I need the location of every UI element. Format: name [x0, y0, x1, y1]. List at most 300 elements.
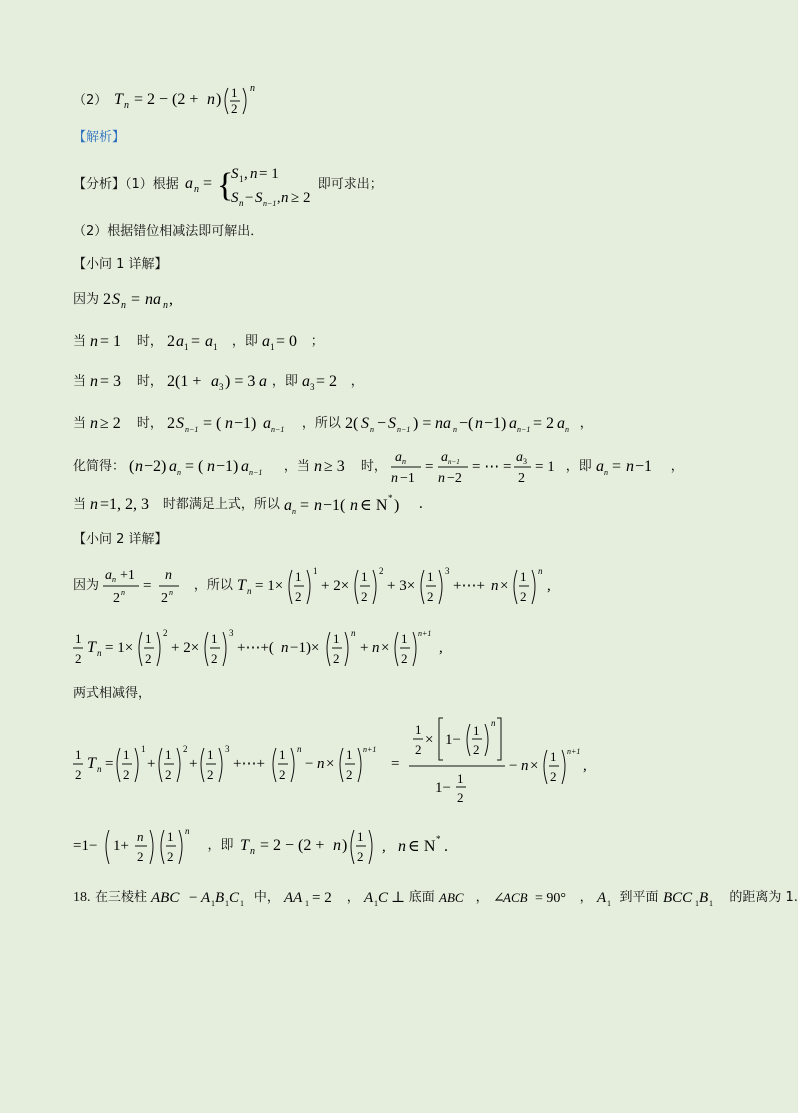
formula-a1 [597, 886, 615, 908]
svg-text:= 2: = 2 [316, 373, 338, 390]
svg-text:−1): −1) [216, 458, 239, 475]
formula-result [73, 822, 203, 868]
svg-text:+ 2×: + 2× [171, 640, 200, 656]
svg-text:A: A [597, 890, 607, 906]
svg-text:S: S [231, 190, 239, 206]
svg-text:n+1: n+1 [418, 629, 432, 638]
svg-text:×: × [326, 756, 335, 772]
answer-2 [73, 82, 272, 118]
svg-text:=: = [425, 459, 434, 475]
formula-an [596, 455, 666, 477]
svg-text:=1, 2, 3: =1, 2, 3 [100, 496, 150, 513]
formula-n3 [90, 370, 132, 392]
svg-text:+ 3×: + 3× [387, 578, 416, 594]
svg-text:S: S [255, 190, 263, 206]
svg-text:n−1: n−1 [185, 425, 199, 434]
formula-2sn1 [167, 412, 297, 434]
svg-text:C: C [229, 890, 240, 906]
formula-tn-sum [237, 562, 557, 608]
svg-text:n−1: n−1 [249, 468, 263, 477]
svg-text:1: 1 [550, 749, 557, 764]
svg-text:{: { [217, 167, 234, 204]
q1-line2: 当 n = 1 时， 2 a 1 = a 1 ，即 a 1 = 0 ； [73, 330, 324, 352]
svg-text:): ) [394, 497, 400, 514]
svg-text:C: C [378, 890, 389, 906]
svg-text:a: a [169, 458, 178, 475]
q1-title: 【小问 1 详解】 [73, 257, 168, 272]
svg-text:a: a [302, 373, 311, 390]
svg-text:1: 1 [184, 342, 189, 352]
svg-text:2: 2 [356, 849, 364, 864]
svg-text:(: ( [129, 458, 135, 475]
svg-text:+1: +1 [120, 568, 136, 583]
svg-text:= ⋯ =: = ⋯ = [472, 459, 512, 475]
svg-text:2: 2 [207, 767, 214, 782]
svg-text:n: n [475, 415, 484, 432]
svg-text:n: n [626, 458, 635, 475]
svg-text:n: n [123, 100, 129, 111]
svg-text:na: na [145, 291, 162, 308]
svg-text:n: n [332, 837, 341, 854]
svg-text:−2: −2 [447, 471, 463, 486]
svg-text:1: 1 [520, 569, 527, 584]
formula-piecewise [183, 160, 313, 208]
svg-text:1: 1 [313, 566, 318, 576]
svg-text:n: n [169, 588, 174, 597]
svg-text:,: , [547, 578, 552, 594]
svg-text:n: n [90, 496, 99, 513]
svg-text:*: * [388, 493, 393, 503]
svg-text:n: n [225, 415, 234, 432]
svg-text:n: n [121, 588, 126, 597]
svg-text:T: T [87, 639, 96, 656]
svg-text:−1): −1) [234, 415, 257, 432]
svg-text:−(: −( [459, 415, 474, 432]
svg-text:1: 1 [141, 744, 146, 754]
svg-text:2: 2 [518, 471, 526, 486]
svg-text:= 1: = 1 [535, 459, 556, 475]
svg-text:,: , [244, 166, 248, 182]
svg-text:a: a [176, 333, 185, 350]
svg-text:n: n [453, 425, 458, 434]
svg-text:1−: 1− [435, 780, 451, 796]
svg-text:AA: AA [284, 890, 303, 906]
formula-2sn [103, 288, 193, 310]
svg-text:×: × [381, 640, 390, 656]
svg-text:n: n [281, 640, 289, 656]
svg-text:2: 2 [346, 767, 353, 782]
svg-text:1: 1 [207, 747, 214, 762]
svg-text:1: 1 [240, 899, 245, 908]
svg-text:= 0: = 0 [276, 333, 298, 350]
svg-text:⊥: ⊥ [391, 890, 406, 906]
svg-text:2: 2 [145, 651, 152, 666]
svg-text:+: + [189, 756, 198, 772]
svg-text:= 2 − (2 +: = 2 − (2 + [133, 91, 199, 108]
svg-text:3: 3 [225, 744, 230, 754]
q2-line1: 因为 a n +1 2 n = n 2 n ，所以 T n = 1× 1 2 1 + 2× 1 2 2 + 3× 1 2 3 +⋯+ n × 1 2 n , [73, 562, 557, 608]
svg-text:1: 1 [211, 631, 218, 646]
svg-text:a: a [211, 373, 220, 390]
svg-text:a: a [241, 458, 250, 475]
svg-text:n: n [565, 425, 570, 434]
analysis-2: （2）根据错位相减法即可解出． [73, 224, 264, 239]
svg-text:S: S [361, 415, 370, 432]
svg-text:−: − [245, 190, 254, 206]
svg-text:n: n [402, 457, 407, 466]
svg-text:T: T [237, 577, 247, 594]
svg-text:n: n [163, 300, 169, 311]
svg-text:a: a [441, 450, 449, 465]
svg-text:1: 1 [145, 631, 152, 646]
formula-n-ge-3 [314, 455, 356, 477]
svg-text:2: 2 [401, 651, 408, 666]
svg-text:2: 2 [457, 790, 464, 805]
svg-text:2: 2 [75, 651, 82, 666]
svg-text:.: . [444, 838, 449, 855]
svg-text:a: a [509, 415, 518, 432]
svg-text:BCC: BCC [662, 890, 693, 906]
svg-text:2: 2 [165, 767, 172, 782]
svg-text:≥ 2: ≥ 2 [100, 415, 122, 432]
svg-text:1: 1 [415, 722, 422, 737]
formula-an-final [284, 492, 414, 516]
svg-text:2: 2 [520, 589, 527, 604]
svg-text:2: 2 [167, 849, 174, 864]
svg-text:n: n [292, 507, 297, 516]
svg-text:n: n [491, 718, 496, 728]
svg-text:2: 2 [161, 591, 169, 606]
formula-tn-final [238, 822, 378, 868]
svg-text:=: = [391, 756, 400, 772]
svg-text:+: + [360, 640, 369, 656]
svg-text:1: 1 [361, 569, 368, 584]
svg-text:1: 1 [211, 899, 216, 908]
svg-text:n−1: n−1 [263, 199, 277, 208]
svg-text:−1): −1) [484, 415, 507, 432]
svg-text:2: 2 [183, 744, 188, 754]
svg-text:2: 2 [230, 101, 238, 116]
svg-text:1: 1 [165, 747, 172, 762]
svg-text:n: n [538, 566, 543, 576]
svg-text:a: a [262, 333, 271, 350]
q2-line4 [73, 712, 593, 812]
svg-text:1: 1 [239, 174, 244, 184]
svg-text:n: n [297, 744, 302, 754]
jiexi-label: 【解析】 [73, 130, 126, 145]
svg-text:−1)×: −1)× [290, 640, 320, 656]
svg-text:n: n [521, 758, 529, 774]
svg-text:T: T [113, 91, 123, 108]
formula-2a1 [167, 330, 227, 352]
formula-sub [345, 412, 575, 434]
ans2-label: （2） [73, 93, 108, 108]
svg-text:1: 1 [123, 747, 130, 762]
svg-text:−1: −1 [635, 458, 653, 475]
svg-text:n: n [317, 756, 325, 772]
svg-text:2: 2 [167, 333, 176, 350]
formula-subtraction [73, 712, 593, 812]
formula-half-tn [73, 624, 453, 670]
svg-text:S: S [112, 291, 121, 308]
svg-text:,: , [169, 291, 174, 308]
svg-text:n: n [391, 471, 399, 486]
svg-text:a: a [259, 373, 268, 390]
svg-text:n: n [438, 471, 446, 486]
svg-text:+⋯+: +⋯+ [453, 578, 486, 594]
svg-text:2: 2 [103, 291, 112, 308]
svg-text:n: n [165, 568, 173, 583]
analysis-1: 【分析】（1）根据 a n = { S 1 , n = 1 S n − S n−1 , n ≥ 2 即可求出； [73, 160, 383, 208]
svg-text:2: 2 [113, 591, 121, 606]
formula-n-in-N [382, 833, 462, 857]
svg-text:−2): −2) [144, 458, 167, 475]
svg-text:n: n [206, 91, 215, 108]
svg-text:ACB: ACB [503, 890, 528, 905]
svg-text:n: n [491, 578, 499, 594]
svg-text:= (: = ( [185, 458, 204, 475]
svg-text:n+1: n+1 [567, 747, 581, 756]
svg-text:= (: = ( [203, 415, 222, 432]
svg-text:= 1×: = 1× [105, 640, 134, 656]
svg-text:n: n [97, 648, 102, 658]
svg-text:S: S [231, 166, 239, 182]
svg-text:3: 3 [445, 566, 450, 576]
svg-text:+: + [147, 756, 156, 772]
svg-text:1: 1 [225, 899, 230, 908]
formula-aa1 [284, 886, 342, 908]
svg-text:1: 1 [356, 829, 364, 844]
q2-line2 [73, 624, 453, 670]
svg-text:): ) [341, 837, 348, 854]
svg-text:= 2: = 2 [312, 890, 333, 906]
svg-text:n: n [90, 333, 99, 350]
svg-text:=: = [131, 291, 141, 308]
svg-text:n: n [398, 838, 407, 855]
svg-text:a: a [105, 568, 113, 583]
svg-text:∈ N: ∈ N [408, 838, 436, 855]
svg-text:ABC: ABC [151, 890, 180, 906]
svg-text:2: 2 [427, 589, 434, 604]
svg-text:1: 1 [270, 342, 275, 352]
svg-text:2: 2 [75, 767, 82, 782]
svg-text:2(1 +: 2(1 + [167, 373, 202, 390]
svg-text:a: a [557, 415, 566, 432]
svg-text:n: n [97, 764, 102, 774]
formula-n1 [90, 330, 132, 352]
svg-text:n: n [249, 846, 255, 857]
q1-line5: 化简得： ( n −2) a n = ( n −1) a n−1 ，当 n ≥ 3 时， a n n −1 = a n−1 n −2 = ⋯ = a 3 2 = 1 ，即 a n = n −1 ， [73, 446, 684, 486]
q2-line3: 两式相减得， [73, 686, 152, 701]
svg-text:,: , [382, 839, 387, 855]
formula-n-ge-2 [90, 412, 132, 434]
svg-text:= 2: = 2 [533, 415, 555, 432]
formula-plane [663, 886, 725, 908]
svg-text:B: B [698, 890, 709, 906]
formula-prism [151, 886, 249, 908]
svg-text:n: n [281, 190, 289, 206]
svg-text:∈ N: ∈ N [360, 497, 388, 514]
svg-text:= 2 − (2 +: = 2 − (2 + [259, 837, 325, 854]
svg-text:n: n [250, 166, 258, 182]
q2-line5: =1− 1+ n 2 1 2 n ，即 T n = 2 − (2 + n ) 1 2 , n ∈ N * . [73, 822, 462, 868]
svg-text:2: 2 [167, 415, 176, 432]
svg-text:1: 1 [75, 631, 82, 646]
svg-text:1: 1 [333, 631, 340, 646]
svg-text:=: = [203, 175, 213, 192]
svg-text:,: , [583, 758, 587, 774]
svg-text:n: n [121, 300, 127, 311]
svg-text:1: 1 [167, 829, 174, 844]
svg-text:×: × [425, 732, 434, 748]
svg-text:) = 3: ) = 3 [225, 373, 256, 390]
svg-text:n: n [207, 458, 216, 475]
formula-a3-2 [302, 370, 346, 392]
svg-text:T: T [239, 837, 249, 854]
svg-text:a: a [205, 333, 214, 350]
svg-text:1: 1 [305, 899, 310, 908]
svg-text:1−: 1− [445, 732, 461, 748]
svg-text:,: , [439, 640, 443, 656]
svg-text:= 1×: = 1× [255, 578, 284, 594]
svg-text:2: 2 [123, 767, 130, 782]
svg-text:+ 2×: + 2× [321, 578, 350, 594]
svg-text:A: A [364, 890, 374, 906]
svg-text:B: B [215, 890, 225, 906]
svg-text:n−1: n−1 [397, 425, 411, 434]
svg-text:1+: 1+ [113, 838, 129, 854]
svg-text:= 1: = 1 [100, 333, 122, 350]
question-18: 18. 在三棱柱 ABC − A 1 B 1 C 1 中， AA 1 = 2 ， A 1 C ⊥ 底面 ABC ， ∠ ACB = 90° ， A 1 到平面 BCC 1 B 1 的距离为 1. [73, 886, 798, 908]
q1-line3: 当 n = 3 时， 2(1 + a 3 ) = 3 a ，即 a 3 = 2 ， [73, 370, 364, 392]
svg-text:1: 1 [374, 899, 379, 908]
svg-text:×: × [500, 578, 509, 594]
svg-text:n: n [194, 184, 200, 195]
svg-text:=: = [300, 497, 310, 514]
svg-text:3: 3 [310, 382, 315, 392]
svg-text:−1: −1 [400, 471, 416, 486]
formula-a1c-perp [364, 886, 404, 908]
svg-text:−1(: −1( [323, 497, 346, 514]
svg-text:2: 2 [211, 651, 218, 666]
formula-an-frac [103, 562, 189, 608]
svg-text:1: 1 [457, 771, 464, 786]
svg-text:1: 1 [607, 899, 612, 908]
svg-text:1: 1 [427, 569, 434, 584]
svg-text:T: T [87, 755, 96, 772]
svg-text:): ) [215, 91, 222, 108]
svg-text:=: = [191, 333, 201, 350]
svg-text:,: , [277, 191, 281, 206]
svg-text:n: n [604, 468, 609, 477]
svg-text:1: 1 [75, 747, 82, 762]
svg-text:S: S [388, 415, 397, 432]
svg-text:n: n [185, 826, 190, 836]
svg-text:n: n [239, 198, 244, 208]
svg-text:A: A [201, 890, 211, 906]
svg-text:a: a [395, 450, 403, 465]
svg-text:n: n [90, 415, 99, 432]
svg-text:a: a [263, 415, 272, 432]
svg-text:n: n [112, 575, 117, 584]
formula-tn-answer [112, 82, 272, 118]
svg-text:×: × [530, 758, 539, 774]
svg-text:= 90°: = 90° [535, 891, 567, 906]
svg-text:ABC: ABC [439, 890, 464, 905]
svg-text:1: 1 [279, 747, 286, 762]
formula-simplify [129, 449, 279, 483]
svg-text:n: n [351, 628, 356, 638]
svg-text:1: 1 [346, 747, 353, 762]
svg-text:=: = [612, 458, 622, 475]
svg-text:= 3: = 3 [100, 373, 122, 390]
svg-text:1: 1 [708, 899, 713, 908]
svg-text:2(: 2( [345, 415, 359, 432]
svg-text:n: n [135, 458, 144, 475]
svg-text:=1−: =1− [73, 838, 98, 854]
svg-text:3: 3 [219, 382, 224, 392]
svg-text:2: 2 [279, 767, 286, 782]
svg-text:1: 1 [694, 899, 699, 908]
svg-text:2: 2 [333, 651, 340, 666]
svg-text:a: a [596, 458, 605, 475]
svg-text:n: n [177, 468, 182, 477]
formula-angle [493, 886, 575, 908]
svg-text:2: 2 [295, 589, 302, 604]
svg-text:−: − [305, 756, 314, 772]
svg-text:n: n [314, 458, 323, 475]
svg-text:3: 3 [229, 628, 234, 638]
svg-text:n−1: n−1 [517, 425, 531, 434]
svg-text:−: − [377, 415, 387, 432]
svg-text:n: n [249, 83, 255, 94]
svg-text:n: n [372, 640, 380, 656]
svg-text:3: 3 [523, 457, 528, 466]
svg-text:∠: ∠ [493, 891, 505, 906]
svg-text:a: a [185, 175, 194, 192]
q2-title: 【小问 2 详解】 [73, 532, 168, 547]
svg-text:=: = [105, 756, 114, 772]
svg-text:1: 1 [295, 569, 302, 584]
svg-text:n: n [350, 497, 359, 514]
q1-line4: 当 n ≥ 2 时， 2 S n−1 = ( n −1) a n−1 ，所以 2( S n − S n−1 ) = na n −( n −1) a n−1 = 2 a n ， [73, 412, 593, 434]
formula-abc [439, 886, 471, 908]
svg-text:2: 2 [137, 849, 144, 864]
formula-ratio-chain [391, 446, 561, 486]
svg-text:S: S [176, 415, 185, 432]
svg-text:n: n [137, 829, 144, 844]
svg-text:+⋯+: +⋯+ [233, 756, 265, 772]
svg-text:−: − [509, 758, 518, 774]
formula-n3-eq [167, 370, 267, 392]
svg-text:=: = [143, 578, 152, 594]
svg-text:2: 2 [163, 628, 168, 638]
svg-text:−: − [189, 890, 198, 906]
svg-text:) =: ) = [413, 415, 432, 432]
svg-text:1: 1 [230, 85, 238, 100]
svg-text:2: 2 [361, 589, 368, 604]
svg-text:1: 1 [473, 723, 480, 738]
svg-text:a: a [284, 497, 293, 514]
svg-text:n−1: n−1 [448, 458, 461, 466]
svg-text:a: a [516, 450, 524, 465]
formula-a1-0 [262, 330, 306, 352]
formula-n123 [90, 493, 158, 515]
svg-text:≥ 2: ≥ 2 [291, 190, 311, 206]
svg-text:na: na [435, 415, 452, 432]
svg-text:= 1: = 1 [259, 166, 279, 182]
svg-text:n: n [314, 497, 323, 514]
